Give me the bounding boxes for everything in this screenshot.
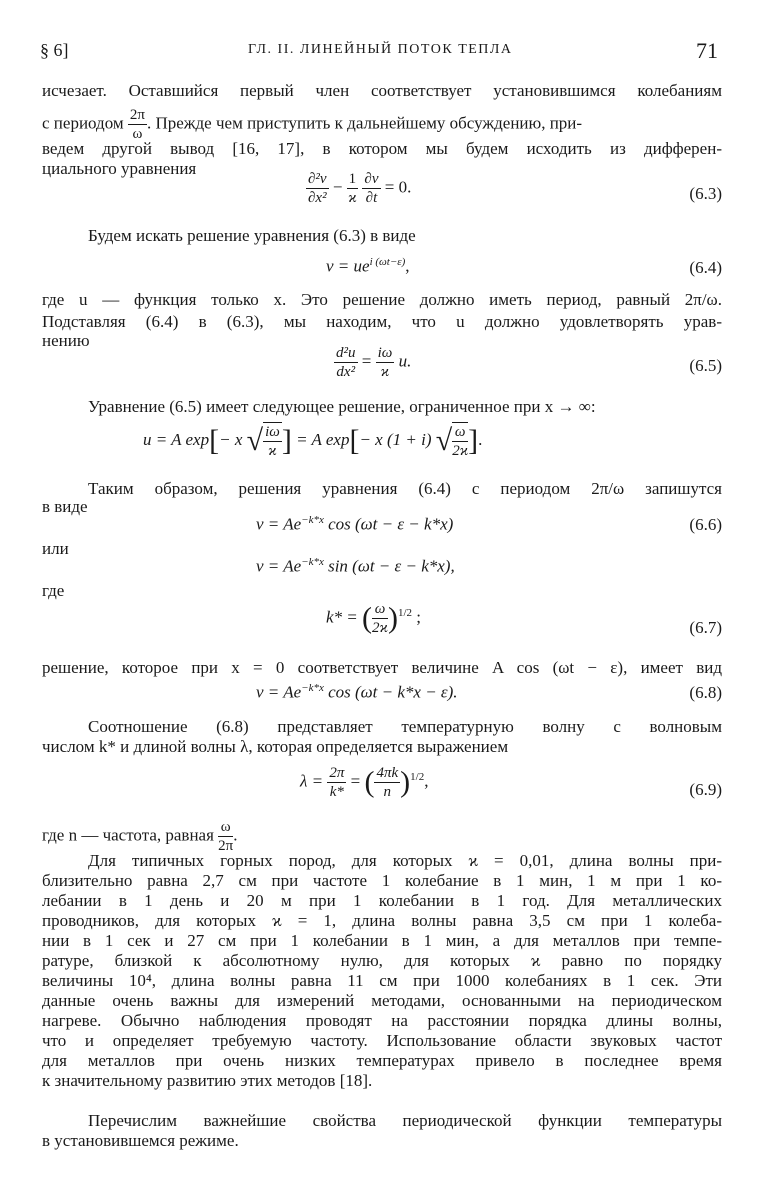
- equation-6-3: $\frac{\text{∂²v}}{\text{∂x²}}$ − $\frac{1}{ϰ}$ $\frac{\partial v}{\partial t}$ = 0.: [308, 171, 412, 206]
- text-line: Таким образом, решения уравнения (6.4) с периодом 2π/ω запишутся: [88, 479, 722, 498]
- text-line: нии в 1 сек и 27 см при 1 колебании в 1 мин, а для металлов при темпе-: [42, 931, 722, 950]
- text-line: данные очень важны для измерений методами, основанными на периодическом: [42, 991, 722, 1010]
- text-line: проводников, для которых ϰ = 1, длина волны равна 3,5 см при 1 колеба-: [42, 911, 722, 930]
- text-line: к значительному развитию этих методов [18].: [42, 1071, 373, 1090]
- fraction: $\frac{2\pi}{\omega}$: [129, 107, 145, 142]
- section-ref: § 6]: [40, 40, 69, 60]
- equation-number: (6.8): [689, 683, 722, 702]
- text-line: в установившемся режиме.: [42, 1131, 239, 1150]
- text-line: с периодом $\frac{2\pi}{\omega}$ . Прежде чем приступить к дальнейшему обсуждению, при-: [42, 107, 583, 142]
- equation-6-4: $v = ue^{i (\omega t-\varepsilon)}$,: [326, 256, 410, 276]
- text-line: числом k* и длиной волны λ, которая определяется выражением: [42, 737, 509, 756]
- text-line: в виде: [42, 497, 88, 516]
- text-line: что и определяет требуемую частоту. Использование области звуковых частот: [42, 1031, 722, 1050]
- running-header: ГЛ. II. ЛИНЕЙНЫЙ ПОТОК ТЕПЛА: [248, 42, 513, 57]
- text-line: лебании в 1 день и 20 м при 1 колебании в 1 год. Для металлических: [42, 891, 722, 910]
- equation-6-6: $v = Ae^{-k*x}$ cos (ωt − ε − k*x): [256, 514, 454, 534]
- equation-6-7: k* = ( $\frac{\omega}{2ϰ}$ )$^{1/2}$ ;: [326, 601, 422, 636]
- text-line: циального уравнения: [42, 159, 197, 178]
- text-line: или: [42, 539, 69, 558]
- text-line: нагреве. Обычно наблюдения проводят на расстоянии порядка длины волны,: [42, 1011, 722, 1030]
- equation-number: (6.9): [689, 780, 722, 799]
- equation-number: (6.6): [689, 515, 722, 534]
- equation-number: (6.4): [689, 258, 722, 277]
- text-line: решение, которое при x = 0 соответствует величине A cos (ωt − ε), имеет вид: [42, 658, 722, 677]
- equation-6-9: λ = $\frac{2\pi}{k*}$ = ( $\frac{4\pi k}{n}$ )$^{1/2}$,: [300, 765, 429, 800]
- text-line: ведем другой вывод [16, 17], в котором мы будем исходить из дифферен-: [42, 139, 722, 158]
- text-line: ратуре, близкой к абсолютному нулю, для которых ϰ равно по порядку: [42, 951, 722, 970]
- text-line: величины 10⁴, длина волны равна 11 см при 1000 колебаниях в 1 сек. Эти: [42, 971, 722, 990]
- text-line: Уравнение (6.5) имеет следующее решение, ограниченное при x → ∞:: [88, 397, 596, 416]
- text-line: где: [42, 581, 65, 600]
- equation-number: (6.7): [689, 618, 722, 637]
- page-number: 71: [696, 38, 718, 63]
- equation-number: (6.3): [689, 184, 722, 203]
- equation-6-6b: $v = Ae^{-k*x}$ sin (ωt − ε − k*x),: [256, 556, 455, 576]
- equation-6-5: $\frac{\text{d²u}}{\text{dx²}}$ = $\frac{i\omega}{ϰ}$ u.: [336, 345, 412, 380]
- text-line: Соотношение (6.8) представляет температурную волну с волновым: [88, 717, 722, 736]
- equation-number: (6.5): [689, 356, 722, 375]
- text-line: исчезает. Оставшийся первый член соответствует установившимся колебаниям: [42, 81, 722, 100]
- text-line: Будем искать решение уравнения (6.3) в виде: [88, 226, 416, 245]
- text-line: нению: [42, 331, 90, 350]
- text-line: где u — функция только x. Это решение должно иметь период, равный 2π/ω.: [42, 290, 722, 309]
- text-line: Подставляя (6.4) в (6.3), мы находим, что u должно удовлетворять урав-: [42, 312, 722, 331]
- equation-solution: u = A exp[− x √ $\frac{i\omega}{ϰ}$ ] = A exp[− x (1 + i) √ $\frac{\omega}{2ϰ}$ ].: [143, 424, 483, 459]
- text-line: Перечислим важнейшие свойства периодической функции температуры: [88, 1111, 722, 1130]
- text-line: для металлов при очень низких температурах привело в последнее время: [42, 1051, 722, 1070]
- text-line: близительно равна 2,7 см при частоте 1 колебание в 1 мин, 1 м при 1 ко-: [42, 871, 722, 890]
- text-line: где n — частота, равная $\frac{\omega}{2\pi}$ .: [42, 819, 238, 854]
- equation-6-8: $v = Ae^{-k*x}$ cos (ωt − k*x − ε).: [256, 682, 458, 702]
- text-line: Для типичных горных пород, для которых ϰ = 0,01, длина волны при-: [88, 851, 722, 870]
